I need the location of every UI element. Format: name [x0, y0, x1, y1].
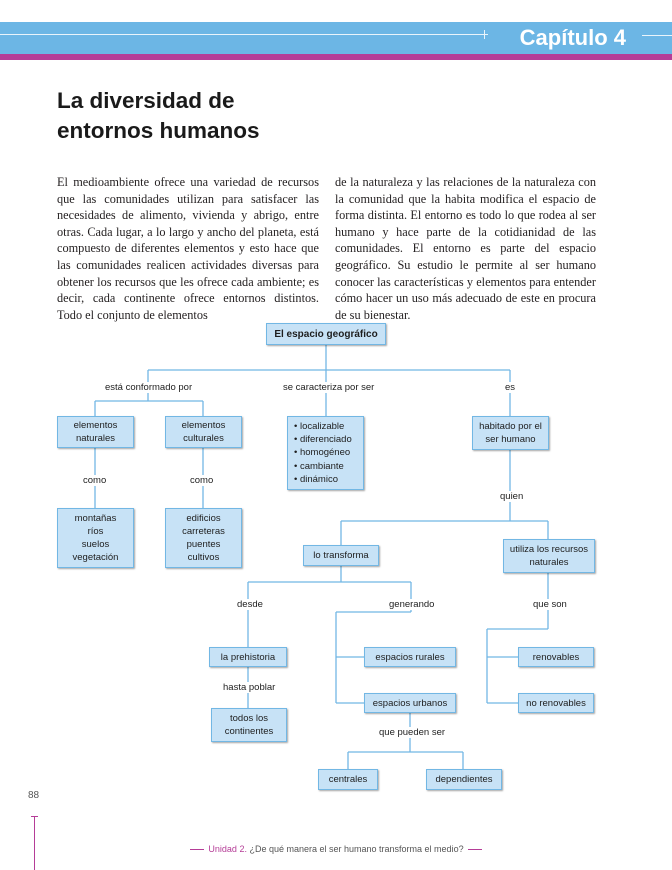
- body-column-right: de la naturaleza y las relaciones de la naturaleza con la comunidad que la habita modifica el espacio de forma distinta. El entorno es todo lo que rodea al ser humano y hace parte de la cotidianidad de las comunidades. El entorno es parte del espacio geográfico. Su estudio le permite al ser humano conocer las características y elementos para entender cómo hacer un uso más adecuado de este en procura de su bienestar.: [335, 175, 596, 322]
- box-urbanos: espacios urbanos: [364, 693, 456, 713]
- habitado-line-2: ser humano: [485, 434, 536, 445]
- label-quien: quien: [500, 491, 524, 502]
- culturales-example: cultivos: [187, 552, 220, 563]
- habitado-line-1: habitado por el: [479, 421, 542, 432]
- culturales-example: edificios: [186, 513, 221, 524]
- utiliza-line-2: naturales: [529, 557, 569, 568]
- characteristic-item: • diferenciado: [294, 433, 352, 446]
- naturales-example: vegetación: [72, 552, 119, 563]
- box-utiliza: [503, 539, 595, 573]
- naturales-line-1: elementos: [73, 420, 118, 431]
- label-desde: desde: [237, 599, 263, 610]
- culturales-line-2: culturales: [183, 433, 224, 444]
- box-dependientes: dependientes: [426, 769, 502, 790]
- box-prehistoria: la prehistoria: [209, 647, 287, 667]
- culturales-example: carreteras: [182, 526, 225, 537]
- chapter-label: Capítulo 4: [519, 25, 626, 50]
- footer: [0, 844, 672, 854]
- characteristic-item: • homogéneo: [294, 446, 352, 459]
- label-generando: generando: [389, 599, 435, 610]
- box-culturales-examples: [165, 508, 242, 568]
- naturales-example: montañas: [74, 513, 117, 524]
- box-culturales: [165, 416, 242, 448]
- box-centrales: centrales: [318, 769, 378, 790]
- title-line-1: La diversidad de: [57, 88, 235, 113]
- label-como-1: como: [83, 475, 107, 486]
- naturales-example: ríos: [87, 526, 104, 537]
- culturales-line-1: elementos: [181, 420, 226, 431]
- continentes-line-2: continentes: [224, 726, 274, 737]
- box-naturales: [57, 416, 134, 448]
- box-characteristics: [287, 416, 364, 490]
- box-no-renovables: no renovables: [518, 693, 594, 713]
- box-transforma: lo transforma: [303, 545, 379, 566]
- footer-question: ¿De qué manera el ser humano transforma el medio?: [249, 844, 464, 854]
- label-como-2: como: [190, 475, 214, 486]
- characteristic-item: • dinámico: [294, 473, 352, 486]
- box-continentes: [211, 708, 287, 742]
- page-number: 88: [28, 790, 40, 801]
- root-box: El espacio geográfico: [266, 323, 386, 345]
- box-naturales-examples: [57, 508, 134, 568]
- footer-unit: Unidad 2.: [208, 844, 247, 854]
- footer-rule-right: [468, 849, 482, 850]
- box-habitado: [472, 416, 549, 450]
- continentes-line-1: todos los: [229, 713, 269, 724]
- characteristic-item: • cambiante: [294, 460, 352, 473]
- label-pueden-ser: que pueden ser: [379, 727, 446, 738]
- label-que-son: que son: [533, 599, 567, 610]
- margin-line: [34, 816, 35, 870]
- label-es: es: [505, 382, 516, 393]
- label-hasta-poblar: hasta poblar: [223, 682, 276, 693]
- naturales-example: suelos: [81, 539, 110, 550]
- box-rurales: espacios rurales: [364, 647, 456, 667]
- body-column-left: El medioambiente ofrece una variedad de recursos que las comunidades utilizan para satisfacer las necesidades de alimento, vivienda y abrigo, entre otras. Cada lugar, a lo largo y ancho del planeta, está compuesto de diferentes elementos y esto hace que las comunidades realicen actividades diversas para obtener los recursos que les ofrece cada ambiente; es decir, cada continente ofrece entornos distintos. Todo el conjunto de elementos: [57, 175, 319, 322]
- box-renovables: renovables: [518, 647, 594, 667]
- footer-rule-left: [190, 849, 204, 850]
- characteristics-list: [294, 420, 352, 486]
- title-line-2: entornos humanos: [57, 118, 260, 143]
- label-conformado: está conformado por: [105, 382, 193, 393]
- naturales-line-2: naturales: [75, 433, 116, 444]
- label-caracteriza: se caracteriza por ser: [283, 382, 375, 393]
- culturales-example: puentes: [186, 539, 221, 550]
- characteristic-item: • localizable: [294, 420, 352, 433]
- utiliza-line-1: utiliza los recursos: [509, 544, 589, 555]
